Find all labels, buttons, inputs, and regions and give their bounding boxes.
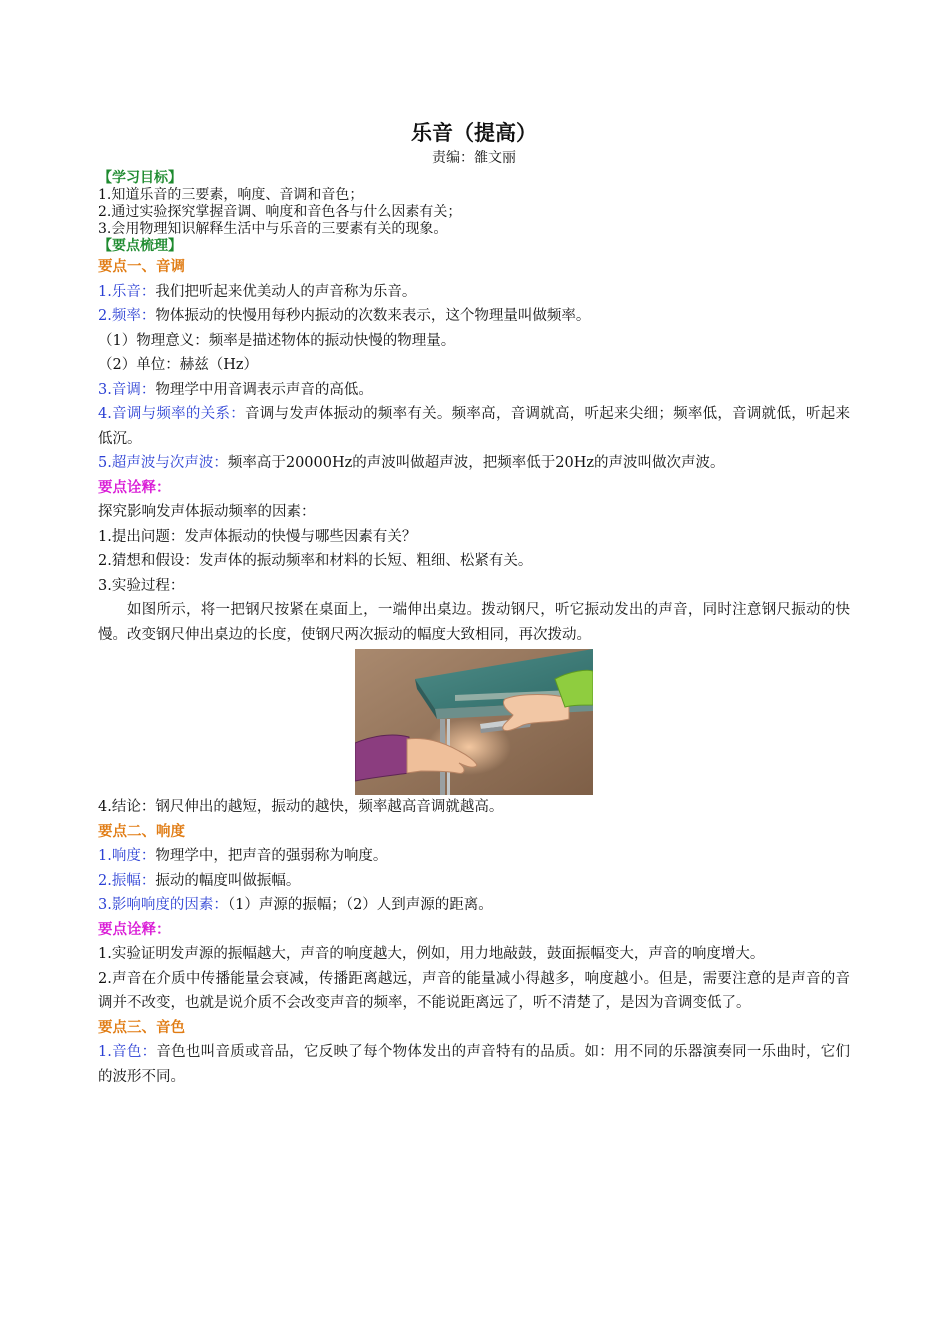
s2-note-2: 2.声音在介质中传播能量会衰减，传播距离越远，声音的能量减小得越多，响度越小。但是，需要注意的是声音的音调并不改变，也就是说介质不会改变声音的频率，不能说距离远了，听不清楚了，是因为音调变低了。 bbox=[98, 970, 850, 1011]
s1-note-2: 2.猜想和假设：发声体的振动频率和材料的长短、粗细、松紧有关。 bbox=[98, 553, 533, 569]
s2-note-title: 要点诠释： bbox=[98, 920, 171, 938]
term-label: 1.音色： bbox=[98, 1044, 157, 1060]
s3-item-1 bbox=[98, 1040, 850, 1089]
section-2-title: 要点二、响度 bbox=[98, 822, 185, 840]
section-1-title: 要点一、音调 bbox=[98, 258, 185, 275]
s2-note-1: 1.实验证明发声源的振幅越大，声音的响度越大，例如，用力地敲鼓，鼓面振幅变大，声音的响度增大。 bbox=[98, 946, 765, 962]
item-text: 音色也叫音质或音品，它反映了每个物体发出的声音特有的品质。如：用不同的乐器演奏同一乐曲时，它们的波形不同。 bbox=[98, 1044, 850, 1085]
goals-header: 【学习目标】 bbox=[98, 170, 182, 186]
item-text: 物理学中用音调表示声音的高低。 bbox=[155, 381, 373, 398]
ruler-experiment-illustration bbox=[355, 649, 593, 795]
s1-item-1 bbox=[98, 280, 850, 305]
s1-note-4: 4.结论：钢尺伸出的越短，振动的越快，频率越高音调就越高。 bbox=[98, 799, 504, 815]
document-page bbox=[98, 118, 850, 1089]
s2-item-2 bbox=[98, 869, 850, 894]
term-label: 1.乐音： bbox=[98, 283, 156, 300]
s2-item-1 bbox=[98, 844, 850, 869]
goal-item: 3.会用物理知识解释生活中与乐音的三要素有关的现象。 bbox=[98, 221, 448, 237]
item-text: 物体振动的快慢用每秒内振动的次数来表示，这个物理量叫做频率。 bbox=[155, 308, 591, 324]
term-label: 1.响度： bbox=[98, 848, 156, 864]
item-text: 音调与发声体振动的频率有关。频率高，音调就高，听起来尖细；频率低，音调就低，听起来低沉。 bbox=[98, 406, 850, 447]
item-text: 频率高于20000Hz的声波叫做超声波，把频率低于20Hz的声波叫做次声波。 bbox=[227, 455, 725, 471]
s1-item-3 bbox=[98, 378, 850, 403]
term-label: 3.音调： bbox=[98, 381, 156, 398]
s1-note-3: 3.实验过程： bbox=[98, 577, 185, 594]
s1-item-2-sub-2: （2）单位：赫兹（Hz） bbox=[98, 357, 259, 373]
term-label: 3.影响响度的因素： bbox=[98, 897, 228, 913]
page-title: 乐音（提高） bbox=[411, 120, 537, 145]
author-line: 责编：雒文丽 bbox=[432, 150, 516, 166]
points-header: 【要点梳理】 bbox=[98, 238, 182, 254]
s1-note-title: 要点诠释： bbox=[98, 478, 171, 496]
s1-item-5 bbox=[98, 451, 850, 476]
s1-note-1: 1.提出问题：发声体振动的快慢与哪些因素有关？ bbox=[98, 528, 417, 545]
s1-item-2 bbox=[98, 304, 850, 329]
goal-item: 2.通过实验探究掌握音调、响度和音色各与什么因素有关； bbox=[98, 204, 462, 220]
s1-note-paragraph: 如图所示，将一把钢尺按紧在桌面上，一端伸出桌边。拨动钢尺，听它振动发出的声音，同时注意钢尺振动的快慢。改变钢尺伸出桌边的长度，使钢尺两次振动的幅度大致相同，再次拨动。 bbox=[98, 602, 850, 643]
s1-note-intro: 探究影响发声体振动频率的因素： bbox=[98, 504, 316, 520]
s2-item-3 bbox=[98, 893, 850, 918]
goal-item: 1.知道乐音的三要素，响度、音调和音色； bbox=[98, 187, 364, 203]
term-label: 2.频率： bbox=[98, 308, 156, 324]
term-label: 4.音调与频率的关系： bbox=[98, 406, 245, 422]
term-label: 2.振幅： bbox=[98, 872, 156, 889]
item-text: 振动的幅度叫做振幅。 bbox=[155, 872, 301, 889]
purple-sleeve bbox=[355, 735, 409, 781]
item-text: 物理学中，把声音的强弱称为响度。 bbox=[155, 848, 388, 864]
s1-item-2-sub-1: （1）物理意义：频率是描述物体的振动快慢的物理量。 bbox=[98, 332, 456, 349]
s1-item-4 bbox=[98, 402, 850, 451]
item-text: 我们把听起来优美动人的声音称为乐音。 bbox=[155, 283, 417, 300]
item-text: （1）声源的振幅；（2）人到声源的距离。 bbox=[227, 897, 493, 913]
term-label: 5.超声波与次声波： bbox=[98, 455, 228, 471]
section-3-title: 要点三、音色 bbox=[98, 1018, 185, 1036]
